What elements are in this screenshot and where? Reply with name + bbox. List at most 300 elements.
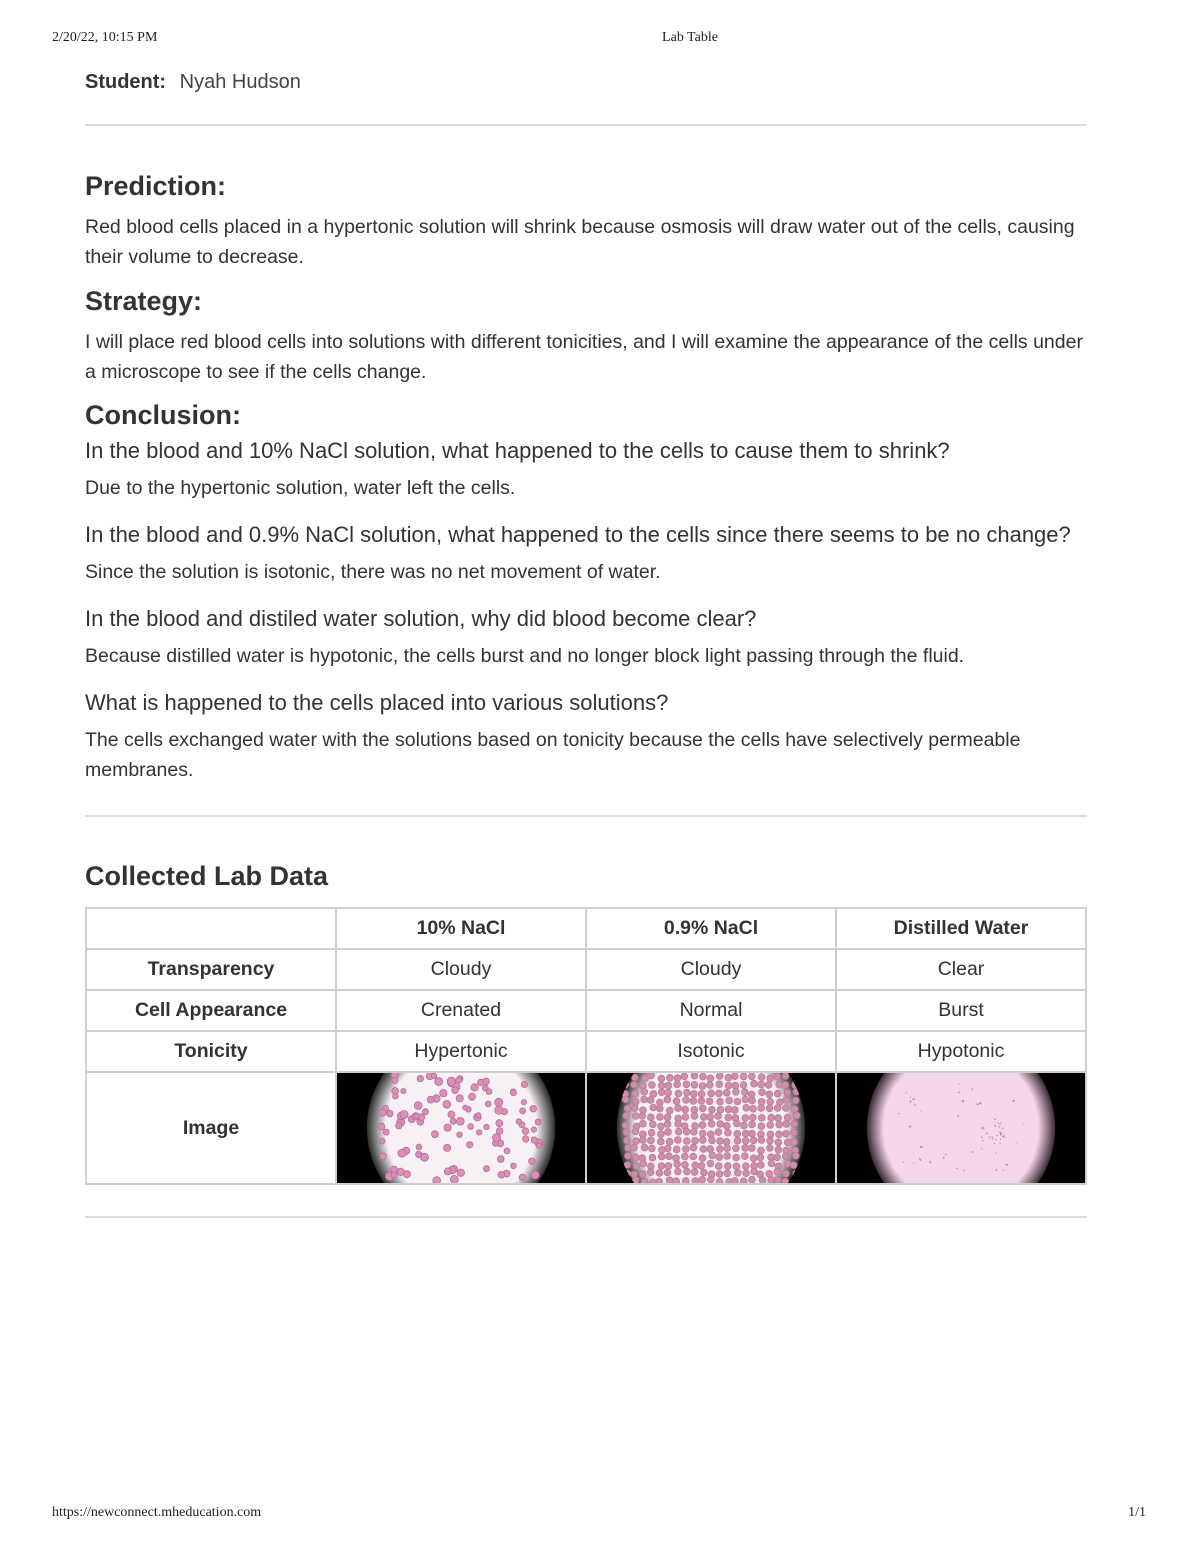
blood-cell bbox=[774, 1168, 781, 1175]
blood-cell bbox=[699, 1105, 706, 1112]
blood-cell bbox=[498, 1171, 505, 1178]
blood-cell bbox=[757, 1162, 764, 1169]
blood-cell bbox=[683, 1128, 690, 1135]
blood-cell bbox=[641, 1096, 648, 1103]
blood-cell bbox=[468, 1124, 474, 1130]
blood-cell bbox=[793, 1152, 800, 1159]
blood-cell bbox=[979, 1102, 981, 1104]
blood-cell bbox=[757, 1154, 764, 1161]
blood-cell bbox=[1003, 1134, 1004, 1135]
blood-cell bbox=[675, 1105, 682, 1112]
blood-cell bbox=[707, 1114, 714, 1121]
blood-cell bbox=[700, 1146, 707, 1153]
blood-cell bbox=[783, 1097, 790, 1104]
blood-cell bbox=[476, 1130, 481, 1135]
blood-cell bbox=[656, 1170, 663, 1177]
blood-cell bbox=[775, 1115, 782, 1122]
blood-cell bbox=[790, 1162, 797, 1169]
blood-cell bbox=[742, 1115, 749, 1122]
blood-cell bbox=[740, 1178, 747, 1183]
blood-cell bbox=[435, 1078, 443, 1086]
blood-cell bbox=[682, 1153, 689, 1160]
blood-cell bbox=[690, 1091, 697, 1098]
blood-cell bbox=[431, 1073, 436, 1078]
blood-cell bbox=[715, 1163, 722, 1170]
blood-cell bbox=[782, 1082, 789, 1089]
blood-cell bbox=[709, 1106, 716, 1113]
blood-cell bbox=[999, 1126, 1000, 1127]
blood-cell bbox=[715, 1129, 722, 1136]
blood-cell bbox=[657, 1114, 664, 1121]
blood-cell bbox=[675, 1128, 682, 1135]
blood-cell bbox=[906, 1092, 907, 1093]
blood-cell bbox=[691, 1073, 698, 1079]
blood-cell bbox=[631, 1105, 638, 1112]
blood-cell bbox=[743, 1170, 750, 1177]
blood-cell bbox=[658, 1123, 665, 1130]
blood-cell bbox=[447, 1077, 455, 1085]
blood-cell bbox=[691, 1113, 698, 1120]
micrograph-0-9-nacl bbox=[586, 1072, 836, 1184]
blood-cell bbox=[698, 1098, 705, 1105]
blood-cell bbox=[690, 1098, 697, 1105]
conclusion-answer-3: Because distilled water is hypotonic, the cells burst and no longer block light passing through the fluid. bbox=[85, 645, 965, 667]
blood-cell bbox=[673, 1178, 680, 1183]
blood-cell bbox=[972, 1088, 973, 1089]
blood-cell bbox=[767, 1122, 774, 1129]
blood-cell bbox=[706, 1082, 713, 1089]
blood-cell bbox=[521, 1081, 527, 1087]
blood-cell bbox=[724, 1145, 731, 1152]
blood-cell bbox=[431, 1131, 438, 1138]
prediction-heading: Prediction: bbox=[85, 171, 227, 201]
blood-cell bbox=[650, 1104, 657, 1111]
blood-cell bbox=[732, 1107, 739, 1114]
divider bbox=[85, 815, 1087, 817]
blood-cell bbox=[683, 1089, 690, 1096]
student-name: Nyah Hudson bbox=[179, 71, 301, 93]
blood-cell bbox=[774, 1073, 781, 1080]
blood-cell bbox=[709, 1137, 716, 1144]
blood-cell bbox=[989, 1136, 990, 1137]
blood-cell bbox=[433, 1177, 441, 1183]
blood-cell bbox=[698, 1091, 705, 1098]
blood-cell bbox=[994, 1119, 996, 1121]
blood-cell bbox=[767, 1075, 774, 1082]
blood-cell bbox=[962, 1100, 964, 1102]
table-row bbox=[86, 990, 1086, 1031]
blood-cell bbox=[768, 1114, 775, 1121]
blood-cell bbox=[398, 1149, 406, 1157]
blood-cell bbox=[784, 1139, 791, 1146]
blood-cell bbox=[742, 1130, 749, 1137]
blood-cell bbox=[682, 1178, 689, 1183]
blood-cell bbox=[733, 1163, 740, 1170]
print-footer bbox=[0, 1505, 1200, 1525]
blood-cell bbox=[496, 1128, 503, 1135]
blood-cell bbox=[733, 1145, 740, 1152]
blood-cell bbox=[783, 1121, 790, 1128]
blood-cell bbox=[658, 1131, 665, 1138]
blood-cell bbox=[774, 1090, 781, 1097]
blood-cell bbox=[749, 1176, 756, 1183]
blood-cell bbox=[427, 1096, 434, 1103]
table-cell: Cloudy bbox=[336, 949, 586, 990]
conclusion-answer-2: Since the solution is isotonic, there was no net movement of water. bbox=[85, 561, 661, 583]
blood-cell bbox=[709, 1152, 716, 1159]
blood-cell bbox=[631, 1081, 638, 1088]
blood-cell bbox=[692, 1162, 699, 1169]
blood-cell bbox=[450, 1175, 458, 1183]
column-header-distilled-water: Distilled Water bbox=[836, 908, 1086, 949]
blood-cell bbox=[783, 1170, 790, 1177]
blood-cell bbox=[700, 1073, 707, 1080]
burst-cells-micrograph bbox=[837, 1073, 1085, 1183]
student-label: Student: bbox=[85, 71, 167, 93]
blood-cell bbox=[682, 1161, 689, 1168]
blood-cell bbox=[531, 1137, 537, 1143]
print-header bbox=[0, 30, 1200, 50]
blood-cell bbox=[476, 1113, 481, 1118]
strategy-text: I will place red blood cells into solutions with different tonicities, and I will examine the appearance of the cells under a microscope to see if the cells change. bbox=[85, 331, 1083, 383]
blood-cell bbox=[378, 1123, 385, 1130]
table-cell: Isotonic bbox=[586, 1031, 836, 1072]
blood-cell bbox=[456, 1077, 462, 1083]
blood-cell bbox=[1012, 1100, 1014, 1102]
blood-cell bbox=[649, 1154, 656, 1161]
blood-cell bbox=[774, 1177, 781, 1183]
blood-cell bbox=[782, 1073, 789, 1079]
blood-cell bbox=[417, 1075, 423, 1081]
blood-cell bbox=[396, 1122, 403, 1129]
blood-cell bbox=[986, 1133, 988, 1135]
blood-cell bbox=[523, 1136, 529, 1142]
blood-cell bbox=[519, 1174, 525, 1180]
table-row-images bbox=[86, 1072, 1086, 1184]
blood-cell bbox=[982, 1140, 983, 1141]
blood-cell bbox=[909, 1126, 911, 1128]
table-cell: Normal bbox=[586, 990, 836, 1031]
blood-cell bbox=[913, 1163, 914, 1164]
blood-cell bbox=[717, 1106, 724, 1113]
blood-cell bbox=[972, 1151, 974, 1153]
blood-cell bbox=[903, 1162, 904, 1163]
blood-cell bbox=[674, 1081, 681, 1088]
blood-cell bbox=[700, 1114, 707, 1121]
blood-cell bbox=[766, 1105, 773, 1112]
blood-cell bbox=[658, 1082, 665, 1089]
blood-cell bbox=[999, 1143, 1000, 1144]
blood-cell bbox=[725, 1106, 732, 1113]
blood-cell bbox=[701, 1169, 708, 1176]
blood-cell bbox=[471, 1084, 478, 1091]
row-label-cell-appearance: Cell Appearance bbox=[86, 990, 336, 1031]
blood-cell bbox=[734, 1130, 741, 1137]
table-cell: Hypotonic bbox=[836, 1031, 1086, 1072]
blood-cell bbox=[981, 1137, 982, 1138]
blood-cell bbox=[943, 1157, 945, 1159]
column-header-10-nacl: 10% NaCl bbox=[336, 908, 586, 949]
blood-cell bbox=[656, 1105, 663, 1112]
blood-cell bbox=[994, 1143, 995, 1144]
blood-cell bbox=[444, 1168, 451, 1175]
blood-cell bbox=[766, 1091, 773, 1098]
blood-cell bbox=[664, 1096, 671, 1103]
blood-cell bbox=[403, 1171, 410, 1178]
blood-cell bbox=[510, 1089, 516, 1095]
blood-cell bbox=[666, 1138, 673, 1145]
blood-cell bbox=[767, 1098, 774, 1105]
blood-cell bbox=[981, 1148, 982, 1149]
blood-cell bbox=[749, 1097, 756, 1104]
blood-cell bbox=[457, 1132, 463, 1138]
blood-cell bbox=[516, 1119, 521, 1124]
conclusion-heading: Conclusion: bbox=[85, 400, 241, 430]
blood-cell bbox=[633, 1163, 640, 1170]
blood-cell bbox=[981, 1127, 983, 1129]
blood-cell bbox=[716, 1090, 723, 1097]
blood-cell bbox=[699, 1122, 706, 1129]
blood-cell bbox=[758, 1105, 765, 1112]
blood-cell bbox=[511, 1163, 517, 1169]
blood-cell bbox=[682, 1106, 689, 1113]
blood-cell bbox=[750, 1137, 757, 1144]
blood-cell bbox=[675, 1121, 682, 1128]
blood-cell bbox=[766, 1170, 773, 1177]
blood-cell bbox=[767, 1137, 774, 1144]
blood-cell bbox=[921, 1111, 922, 1112]
blood-cell bbox=[913, 1098, 915, 1100]
blood-cell bbox=[750, 1155, 757, 1162]
blood-cell bbox=[633, 1138, 640, 1145]
blood-cell bbox=[977, 1103, 979, 1105]
blood-cell bbox=[716, 1179, 723, 1184]
blood-cell bbox=[983, 1127, 984, 1128]
blood-cell bbox=[791, 1129, 798, 1136]
student-line bbox=[85, 68, 1087, 96]
blood-cell bbox=[759, 1177, 766, 1183]
blood-cell bbox=[666, 1177, 673, 1183]
table-cell: Burst bbox=[836, 990, 1086, 1031]
blood-cell bbox=[632, 1128, 639, 1135]
conclusion-question-2: In the blood and 0.9% NaCl solution, what happened to the cells since there seems to be no change? bbox=[85, 522, 1071, 547]
blood-cell bbox=[658, 1075, 665, 1082]
blood-cell bbox=[725, 1074, 732, 1081]
blood-cell bbox=[1002, 1128, 1003, 1129]
blood-cell bbox=[648, 1073, 655, 1079]
blood-cell bbox=[707, 1131, 714, 1138]
blood-cell bbox=[463, 1105, 468, 1110]
blood-cell bbox=[910, 1097, 911, 1098]
blood-cell bbox=[632, 1154, 639, 1161]
blood-cell bbox=[497, 1156, 504, 1163]
blood-cell bbox=[666, 1153, 673, 1160]
blood-cell bbox=[983, 1128, 984, 1129]
table-cell: Hypertonic bbox=[336, 1031, 586, 1072]
blood-cell bbox=[751, 1080, 758, 1087]
blood-cell bbox=[673, 1098, 680, 1105]
conclusion-question-3: In the blood and distiled water solution, why did blood become clear? bbox=[85, 606, 757, 631]
blood-cell bbox=[665, 1163, 672, 1170]
blood-cell bbox=[740, 1073, 747, 1080]
blood-cell bbox=[624, 1105, 631, 1112]
blood-cell bbox=[783, 1130, 790, 1137]
blood-cell bbox=[387, 1110, 394, 1117]
blood-cell bbox=[758, 1114, 765, 1121]
blood-cell bbox=[683, 1138, 690, 1145]
blood-cell bbox=[391, 1172, 397, 1178]
blood-cell bbox=[383, 1129, 389, 1135]
blood-cell bbox=[920, 1146, 922, 1148]
blood-cell bbox=[748, 1073, 755, 1080]
blood-cell bbox=[379, 1109, 386, 1116]
blood-cell bbox=[717, 1098, 724, 1105]
blood-cell bbox=[775, 1139, 782, 1146]
blood-cell bbox=[782, 1178, 789, 1183]
blood-cell bbox=[776, 1081, 783, 1088]
blood-cell bbox=[641, 1178, 648, 1183]
table-cell: Clear bbox=[836, 949, 1086, 990]
blood-cell bbox=[758, 1081, 765, 1088]
row-label-transparency: Transparency bbox=[86, 949, 336, 990]
blood-cell bbox=[992, 1137, 993, 1138]
blood-cell bbox=[456, 1095, 463, 1102]
blood-cell bbox=[673, 1146, 680, 1153]
blood-cell bbox=[958, 1115, 960, 1117]
blood-cell bbox=[632, 1113, 639, 1120]
blood-cell bbox=[715, 1113, 722, 1120]
blood-cell bbox=[639, 1171, 646, 1178]
blood-cell bbox=[716, 1154, 723, 1161]
blood-cell bbox=[765, 1082, 772, 1089]
blood-cell bbox=[641, 1088, 648, 1095]
blood-cell bbox=[740, 1082, 747, 1089]
blood-cell bbox=[496, 1120, 503, 1127]
table-corner-cell bbox=[86, 908, 336, 949]
blood-cell bbox=[731, 1073, 738, 1080]
blood-cell bbox=[648, 1137, 655, 1144]
blood-cell bbox=[380, 1153, 387, 1160]
blood-cell bbox=[742, 1145, 749, 1152]
blood-cell bbox=[658, 1089, 665, 1096]
blood-cell bbox=[758, 1147, 765, 1154]
blood-cell bbox=[898, 1113, 899, 1114]
blood-cell bbox=[683, 1097, 690, 1104]
blood-cell bbox=[733, 1120, 740, 1127]
blood-cell bbox=[758, 1137, 765, 1144]
blood-cell bbox=[690, 1153, 697, 1160]
blood-cell bbox=[741, 1089, 748, 1096]
lab-data-table bbox=[85, 907, 1087, 1185]
blood-cell bbox=[529, 1158, 536, 1165]
blood-cell bbox=[774, 1154, 781, 1161]
print-title: Lab Table bbox=[662, 30, 718, 45]
blood-cell bbox=[768, 1160, 775, 1167]
blood-cell bbox=[658, 1153, 665, 1160]
blood-cell bbox=[674, 1168, 681, 1175]
blood-cell bbox=[742, 1163, 749, 1170]
blood-cell bbox=[999, 1131, 1000, 1132]
blood-cell bbox=[649, 1121, 656, 1128]
print-datetime: 2/20/22, 10:15 PM bbox=[52, 30, 158, 45]
normal-cells-micrograph bbox=[587, 1073, 835, 1183]
blood-cell bbox=[994, 1125, 996, 1127]
blood-cell bbox=[640, 1160, 647, 1167]
blood-cell bbox=[623, 1129, 630, 1136]
blood-cell bbox=[784, 1160, 791, 1167]
blood-cell bbox=[716, 1073, 723, 1079]
blood-cell bbox=[450, 1118, 456, 1124]
blood-cell bbox=[784, 1114, 791, 1121]
blood-cell bbox=[664, 1114, 671, 1121]
blood-cell bbox=[649, 1082, 656, 1089]
blood-cell bbox=[682, 1114, 689, 1121]
blood-cell bbox=[531, 1127, 536, 1132]
blood-cell bbox=[520, 1108, 526, 1114]
blood-cell bbox=[477, 1079, 483, 1085]
blood-cell bbox=[793, 1112, 800, 1119]
blood-cell bbox=[674, 1137, 681, 1144]
blood-cell bbox=[698, 1162, 705, 1169]
blood-cell bbox=[699, 1155, 706, 1162]
blood-cell bbox=[536, 1143, 542, 1149]
blood-cell bbox=[1016, 1142, 1017, 1143]
blood-cell bbox=[725, 1114, 732, 1121]
blood-cell bbox=[734, 1169, 741, 1176]
blood-cell bbox=[656, 1178, 663, 1183]
blood-cell bbox=[379, 1138, 385, 1144]
blood-cell bbox=[741, 1153, 748, 1160]
blood-cell bbox=[791, 1139, 798, 1146]
blood-cell bbox=[692, 1178, 699, 1184]
table-row bbox=[86, 1031, 1086, 1072]
micrograph-10-nacl bbox=[336, 1072, 586, 1184]
blood-cell bbox=[723, 1123, 730, 1130]
blood-cell bbox=[674, 1161, 681, 1168]
blood-cell bbox=[725, 1082, 732, 1089]
blood-cell bbox=[723, 1138, 730, 1145]
blood-cell bbox=[640, 1137, 647, 1144]
blood-cell bbox=[657, 1138, 664, 1145]
blood-cell bbox=[958, 1092, 960, 1094]
blood-cell bbox=[521, 1100, 526, 1105]
blood-cell bbox=[484, 1166, 490, 1172]
blood-cell bbox=[782, 1105, 789, 1112]
print-page-number: 1/1 bbox=[1128, 1505, 1146, 1520]
blood-cell bbox=[1000, 1139, 1001, 1140]
blood-cell bbox=[749, 1130, 756, 1137]
blood-cell bbox=[963, 1170, 964, 1171]
blood-cell bbox=[743, 1104, 750, 1111]
conclusion-question-4: What is happened to the cells placed into various solutions? bbox=[85, 690, 669, 715]
blood-cell bbox=[920, 1159, 922, 1161]
blood-cell bbox=[401, 1089, 406, 1094]
blood-cell bbox=[914, 1104, 916, 1106]
blood-cell bbox=[448, 1111, 455, 1118]
blood-cell bbox=[691, 1081, 698, 1088]
blood-cell bbox=[504, 1148, 510, 1154]
lab-data-heading: Collected Lab Data bbox=[85, 861, 329, 891]
blood-cell bbox=[691, 1169, 698, 1176]
blood-cell bbox=[997, 1135, 998, 1136]
blood-cell bbox=[749, 1114, 756, 1121]
blood-cell bbox=[1003, 1170, 1004, 1171]
blood-cell bbox=[530, 1105, 537, 1112]
blood-cell bbox=[452, 1087, 459, 1094]
blood-cell bbox=[665, 1129, 672, 1136]
blood-cell bbox=[791, 1106, 798, 1113]
blood-cell bbox=[958, 1083, 959, 1084]
